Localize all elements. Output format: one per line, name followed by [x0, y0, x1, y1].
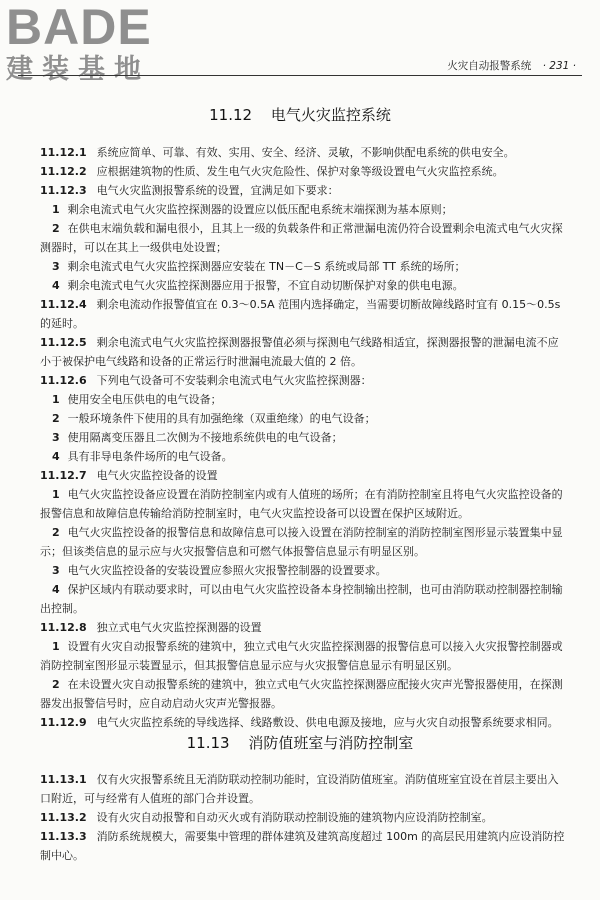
list-item — [40, 219, 566, 257]
paragraph-text: 电气火灾监控设备的报警信息和故障信息可以接入设置在消防控制室的消防控制室图形显示装置集中显示；但该类信息的显示应与火灾报警信息和可燃气体报警信息显示有明显区别。 — [40, 526, 563, 558]
list-item — [40, 637, 566, 675]
clause-number: 11.12.9 — [40, 716, 87, 729]
item-number: 3 — [52, 564, 60, 577]
clause-paragraph — [40, 295, 566, 333]
list-item — [40, 580, 566, 618]
paragraph-text: 仅有火灾报警系统且无消防联动控制功能时，宜设消防值班室。消防值班室宜设在首层主要出入口附近，可与经常有人值班的部门合并设置。 — [40, 773, 559, 805]
clause-paragraph — [40, 618, 566, 637]
paragraph-text: 电气火灾监控系统的导线选择、线路敷设、供电电源及接地，应与火灾自动报警系统要求相同。 — [96, 716, 559, 729]
clause-paragraph — [40, 162, 566, 181]
paragraph-text: 电气火灾监控设备的设置 — [96, 469, 218, 482]
list-item — [40, 485, 566, 523]
list-item — [40, 276, 566, 295]
item-number: 4 — [52, 450, 60, 463]
section-number: 11.13 — [186, 734, 230, 752]
item-number: 1 — [52, 488, 60, 501]
section-body-11-13 — [40, 770, 566, 865]
clause-number: 11.12.2 — [40, 165, 87, 178]
clause-number: 11.12.3 — [40, 184, 87, 197]
clause-number: 11.13.2 — [40, 811, 87, 824]
clause-number: 11.12.5 — [40, 336, 87, 349]
paragraph-text: 独立式电气火灾监控探测器的设置 — [96, 621, 262, 634]
item-number: 3 — [52, 260, 60, 273]
paragraph-text: 剩余电流式电气火灾监控探测器的设置应以低压配电系统末端探测为基本原则； — [67, 203, 453, 216]
page-number: · 231 · — [542, 60, 576, 72]
item-number: 1 — [52, 393, 60, 406]
clause-paragraph — [40, 333, 566, 371]
section-heading: 电气火灾监控系统 — [270, 106, 391, 124]
section-title-11-12 — [0, 104, 600, 125]
item-number: 2 — [52, 222, 60, 235]
paragraph-text: 使用隔离变压器且二次侧为不接地系统供电的电气设备； — [67, 431, 343, 444]
paragraph-text: 应根据建筑物的性质、发生电气火灾危险性、保护对象等级设置电气火灾监控系统。 — [96, 165, 504, 178]
section-body-11-12 — [40, 143, 566, 732]
clause-paragraph — [40, 181, 566, 200]
paragraph-text: 在供电末端负载和漏电很小，且其上一级的负载条件和正常泄漏电流仍符合设置剩余电流式电气火灾探测器时，可以在其上一级供电处设置； — [40, 222, 563, 254]
paragraph-text: 剩余电流动作报警值宜在 0.3～0.5A 范围内选择确定，当需要切断故障线路时宜有 0.15～0.5s 的延时。 — [40, 298, 561, 330]
paragraph-text: 在未设置火灾自动报警系统的建筑中，独立式电气火灾监控探测器应配接火灾声光警报器使用，在探测器发出报警信号时，应自动启动火灾声光警报器。 — [40, 678, 563, 710]
paragraph-text: 消防系统规模大，需要集中管理的群体建筑及建筑高度超过 100m 的高层民用建筑内应设消防控制中心。 — [40, 830, 565, 862]
logo-brand-text: BADE — [6, 0, 152, 55]
clause-paragraph — [40, 827, 566, 865]
clause-paragraph — [40, 770, 566, 808]
list-item — [40, 257, 566, 276]
item-number: 2 — [52, 526, 60, 539]
list-item — [40, 428, 566, 447]
clause-paragraph — [40, 466, 566, 485]
clause-paragraph — [40, 713, 566, 732]
list-item — [40, 409, 566, 428]
section-title-11-13 — [0, 732, 600, 753]
item-number: 2 — [52, 412, 60, 425]
running-header — [447, 58, 576, 73]
section-number: 11.12 — [209, 106, 253, 124]
list-item — [40, 447, 566, 466]
item-number: 4 — [52, 279, 60, 292]
paragraph-text: 设有火灾自动报警和自动灭火或有消防联动控制设施的建筑物内应设消防控制室。 — [96, 811, 493, 824]
paragraph-text: 电气火灾监控设备的安装设置应参照火灾报警控制器的设置要求。 — [67, 564, 387, 577]
item-number: 3 — [52, 431, 60, 444]
clause-paragraph — [40, 808, 566, 827]
paragraph-text: 使用安全电压供电的电气设备； — [67, 393, 222, 406]
paragraph-text: 一般环境条件下使用的具有加强绝缘（双重绝缘）的电气设备； — [67, 412, 376, 425]
paragraph-text: 剩余电流式电气火灾监控探测器应用于报警，不宜自动切断保护对象的供电电源。 — [67, 279, 464, 292]
paragraph-text: 剩余电流式电气火灾监控探测器报警值必须与探测电气线路相适宜，探测器报警的泄漏电流不应小于被保护电气线路和设备的正常运行时泄漏电流最大值的 2 倍。 — [40, 336, 559, 368]
clause-number: 11.12.1 — [40, 146, 87, 159]
paragraph-text: 保护区域内有联动要求时，可以由电气火灾监控设备本身控制输出控制，也可由消防联动控制器控制输出控制。 — [40, 583, 563, 615]
clause-number: 11.13.1 — [40, 773, 87, 786]
paragraph-text: 设置有火灾自动报警系统的建筑中，独立式电气火灾监控探测器的报警信息可以接入火灾报警控制器或消防控制室图形显示装置显示，但其报警信息显示应与火灾报警信息显示有明显区别。 — [40, 640, 563, 672]
logo-sub-text: 建装基地 — [6, 54, 150, 85]
paragraph-text: 具有非导电条件场所的电气设备。 — [67, 450, 233, 463]
header-divider — [18, 75, 582, 76]
section-heading: 消防值班室与消防控制室 — [248, 734, 414, 752]
item-number: 1 — [52, 640, 60, 653]
paragraph-text: 下列电气设备可不安装剩余电流式电气火灾监控探测器： — [96, 374, 372, 387]
clause-number: 11.12.4 — [40, 298, 87, 311]
clause-number: 11.12.8 — [40, 621, 87, 634]
clause-number: 11.13.3 — [40, 830, 87, 843]
item-number: 4 — [52, 583, 60, 596]
list-item — [40, 390, 566, 409]
list-item — [40, 200, 566, 219]
list-item — [40, 523, 566, 561]
clause-paragraph — [40, 371, 566, 390]
paragraph-text: 电气火灾监测报警系统的设置，宜满足如下要求： — [96, 184, 339, 197]
paragraph-text: 系统应简单、可靠、有效、实用、安全、经济、灵敏，不影响供配电系统的供电安全。 — [96, 146, 515, 159]
list-item — [40, 561, 566, 580]
clause-number: 11.12.6 — [40, 374, 87, 387]
clause-paragraph — [40, 143, 566, 162]
running-title: 火灾自动报警系统 — [447, 60, 532, 72]
paragraph-text: 剩余电流式电气火灾监控探测器应安装在 TN－C－S 系统或局部 TT 系统的场所； — [67, 260, 466, 273]
clause-number: 11.12.7 — [40, 469, 87, 482]
list-item — [40, 675, 566, 713]
item-number: 2 — [52, 678, 60, 691]
item-number: 1 — [52, 203, 60, 216]
paragraph-text: 电气火灾监控设备应设置在消防控制室内或有人值班的场所；在有消防控制室且将电气火灾监控设备的报警信息和故障信息传输给消防控制室时，电气火灾监控设备可以设置在保护区域附近。 — [40, 488, 563, 520]
